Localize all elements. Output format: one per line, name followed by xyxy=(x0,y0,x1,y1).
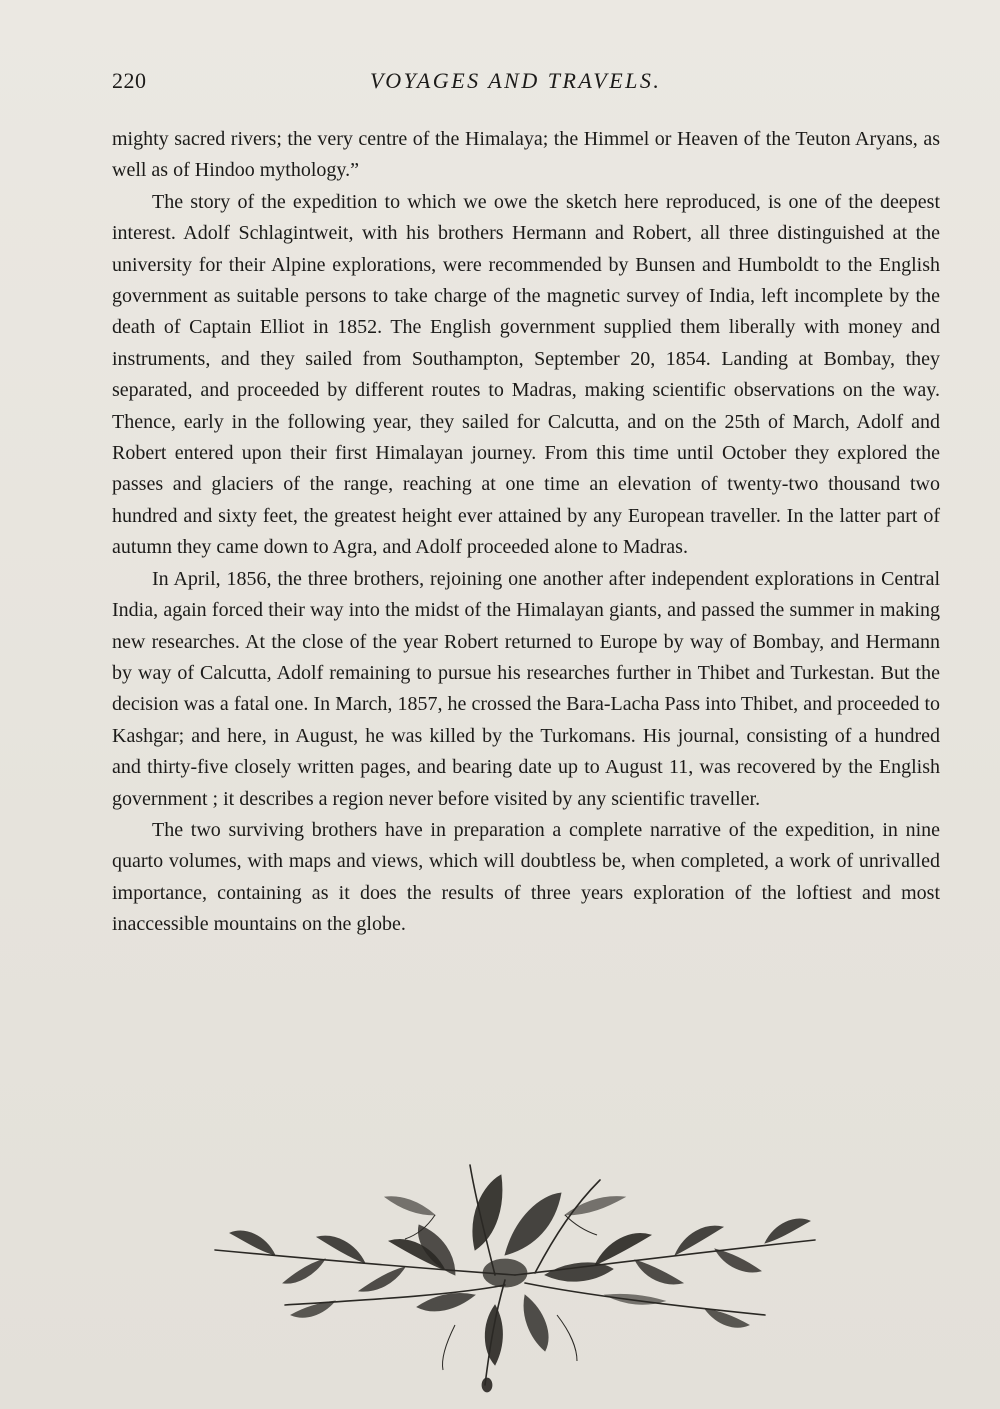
paragraph-expedition-story: The story of the expedition to which we owe the sketch here reproduced, is one of the deepest interest. Adolf Schlagintweit, with his brothers Hermann and Robert, all three distinguished at the university for their Alpine explorations, were recommended by Bunsen and Humboldt to the English government as suitable persons to take charge of the magnetic survey of India, left incomplete by the death of Captain Elliot in 1852. The English government supplied them liberally with money and instruments, and they sailed from Southampton, September 20, 1854. Landing at Bombay, they separated, and proceeded by different routes to Madras, making scientific observations on the way. Thence, early in the following year, they sailed for Calcutta, and on the 25th of March, Adolf and Robert entered upon their first Himalayan journey. From this time until October they explored the passes and glaciers of the range, reaching at one time an elevation of twenty-two thousand two hundred and sixty feet, the greatest height ever attained by any European traveller. In the latter part of autumn they came down to Agra, and Adolf proceeded alone to Madras. xyxy=(112,190,940,559)
paragraph-continuation: mighty sacred rivers; the very centre of the Himalaya; the Himmel or Heaven of the Teuton Aryans, as well as of Hindoo mythology.” xyxy=(112,128,940,182)
floral-tailpiece-icon xyxy=(205,1155,825,1395)
running-title: VOYAGES AND TRAVELS. xyxy=(370,68,662,93)
body-text xyxy=(112,124,940,941)
paragraph-surviving-brothers: The two surviving brothers have in preparation a complete narrative of the expedition, in nine quarto volumes, with maps and views, which will doubtless be, when completed, a work of unrivalled importance, containing as it does the results of three years exploration of the loftiest and most inaccessible mountains on the globe. xyxy=(112,818,940,936)
paragraph-april-1856: In April, 1856, the three brothers, rejoining one another after independent explorations in Central India, again forced their way into the midst of the Himalayan giants, and passed the summer in making new researches. At the close of the year Robert returned to Europe by way of Bombay, and Hermann by way of Calcutta, Adolf remaining to pursue his researches further in Thibet and Turkestan. But the decision was a fatal one. In March, 1857, he crossed the Bara-Lacha Pass into Thibet, and proceeded to Kashgar; and here, in August, he was killed by the Turkomans. His journal, consisting of a hundred and thirty-five closely written pages, and bearing date up to August 11, was recovered by the English government ; it describes a region never before visited by any scientific traveller. xyxy=(112,567,940,810)
running-head xyxy=(112,68,942,102)
page-number: 220 xyxy=(112,68,147,93)
